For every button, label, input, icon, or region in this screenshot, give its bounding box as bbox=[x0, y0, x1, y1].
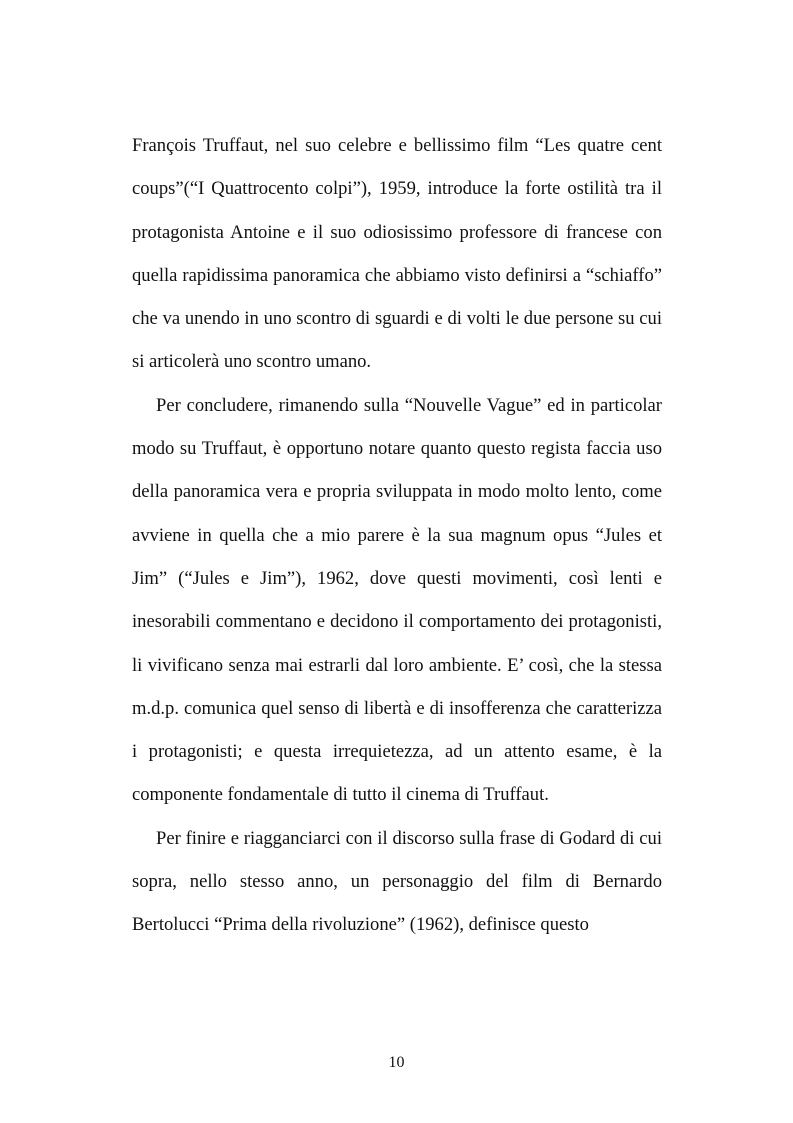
paragraph-nouvelle-vague: Per concludere, rimanendo sulla “Nouvelle Vague” ed in particolar modo su Truffaut, è opportuno notare quanto questo regista faccia uso della panoramica vera e propria sviluppata in modo molto lento, come avviene in quella che a mio parere è la sua magnum opus “Jules et Jim” (“Jules e Jim”), 1962, dove questi movimenti, così lenti e inesorabili commentano e decidono il comportamento dei protagonisti, li vivificano senza mai estrarli dal loro ambiente. E’ così, che la stessa m.d.p. comunica quel senso di libertà e di insofferenza che caratterizza i protagonisti; e questa irrequietezza, ad un attento esame, è la componente fondamentale di tutto il cinema di Truffaut. bbox=[132, 394, 662, 806]
paragraph-godard-bertolucci: Per finire e riagganciarci con il discorso sulla frase di Godard di cui sopra, nello stesso anno, un personaggio del film di Bernardo Bertolucci “Prima della rivoluzione” (1962), definisce questo bbox=[132, 827, 662, 936]
body-text bbox=[132, 124, 662, 947]
page-number: 10 bbox=[388, 1054, 405, 1071]
paragraph-truffaut-quatre-cent-coups: François Truffaut, nel suo celebre e bellissimo film “Les quatre cent coups”(“I Quattrocento colpi”), 1959, introduce la forte ostilità tra il protagonista Antoine e il suo odiosissimo professore di francese con quella rapidissima panoramica che abbiamo visto definirsi a “schiaffo” che va unendo in uno scontro di sguardi e di volti le due persone su cui si articolerà uno scontro umano. bbox=[132, 135, 662, 373]
